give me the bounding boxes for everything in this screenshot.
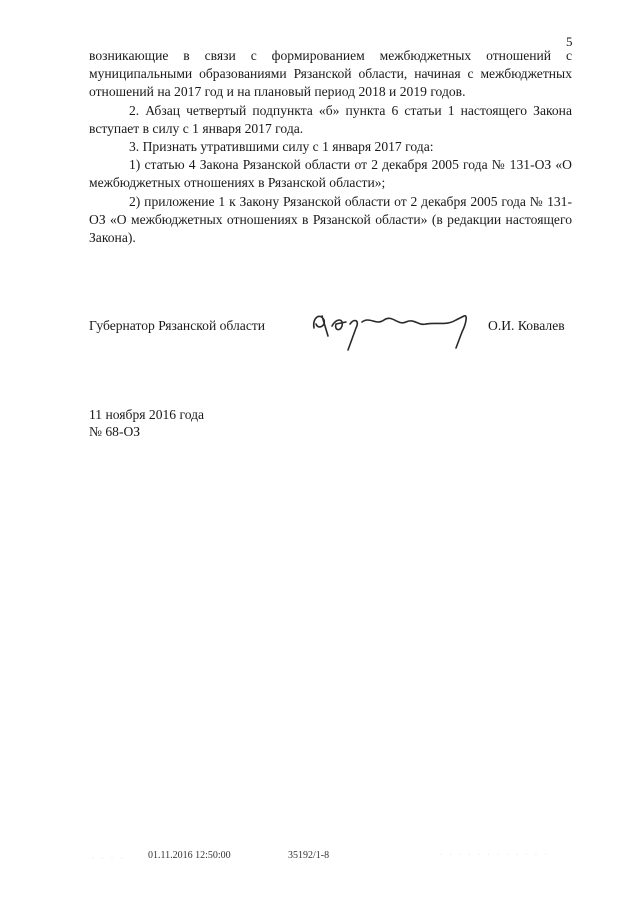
law-date: 11 ноября 2016 года [89, 407, 205, 422]
paragraph-item-3: 3. Признать утратившими силу с 1 января 2017 года: [129, 139, 434, 155]
governor-title: Губернатор Рязанской области [89, 318, 266, 333]
footer-timestamp: 01.11.2016 12:50:00 [148, 850, 231, 861]
page-number: 5 [566, 34, 573, 49]
handwritten-signature [306, 300, 486, 360]
footer-document-id: 35192/1-8 [288, 850, 330, 861]
document-body [89, 47, 572, 247]
governor-name: О.И. Ковалев [488, 318, 565, 333]
scan-noise-right: · · · · · · · · · · · · [440, 852, 550, 858]
paragraph-item-2: 2. Абзац четвертый подпункта «б» пункта 6 статьи 1 настоящего Закона вступает в силу с 1 января 2017 года. [89, 102, 572, 136]
paragraph-subitem-1: 1) статью 4 Закона Рязанской области от 2 декабря 2005 года № 131-ОЗ «О межбюджетных отношениях в Рязанской области»; [89, 157, 572, 191]
law-number: № 68-ОЗ [89, 424, 141, 439]
paragraph-continuation: возникающие в связи с формированием межбюджетных отношений с муниципальными образованиями Рязанской области, начиная с межбюджетных отношений на 2017 год и на плановый период 2018 и 2019 годов. [89, 48, 572, 100]
scan-noise-left: · · · · [92, 856, 126, 862]
paragraph-subitem-2: 2) приложение 1 к Закону Рязанской области от 2 декабря 2005 года № 131-ОЗ «О межбюджетных отношениях в Рязанской области» (в редакции настоящего Закона). [89, 193, 572, 246]
